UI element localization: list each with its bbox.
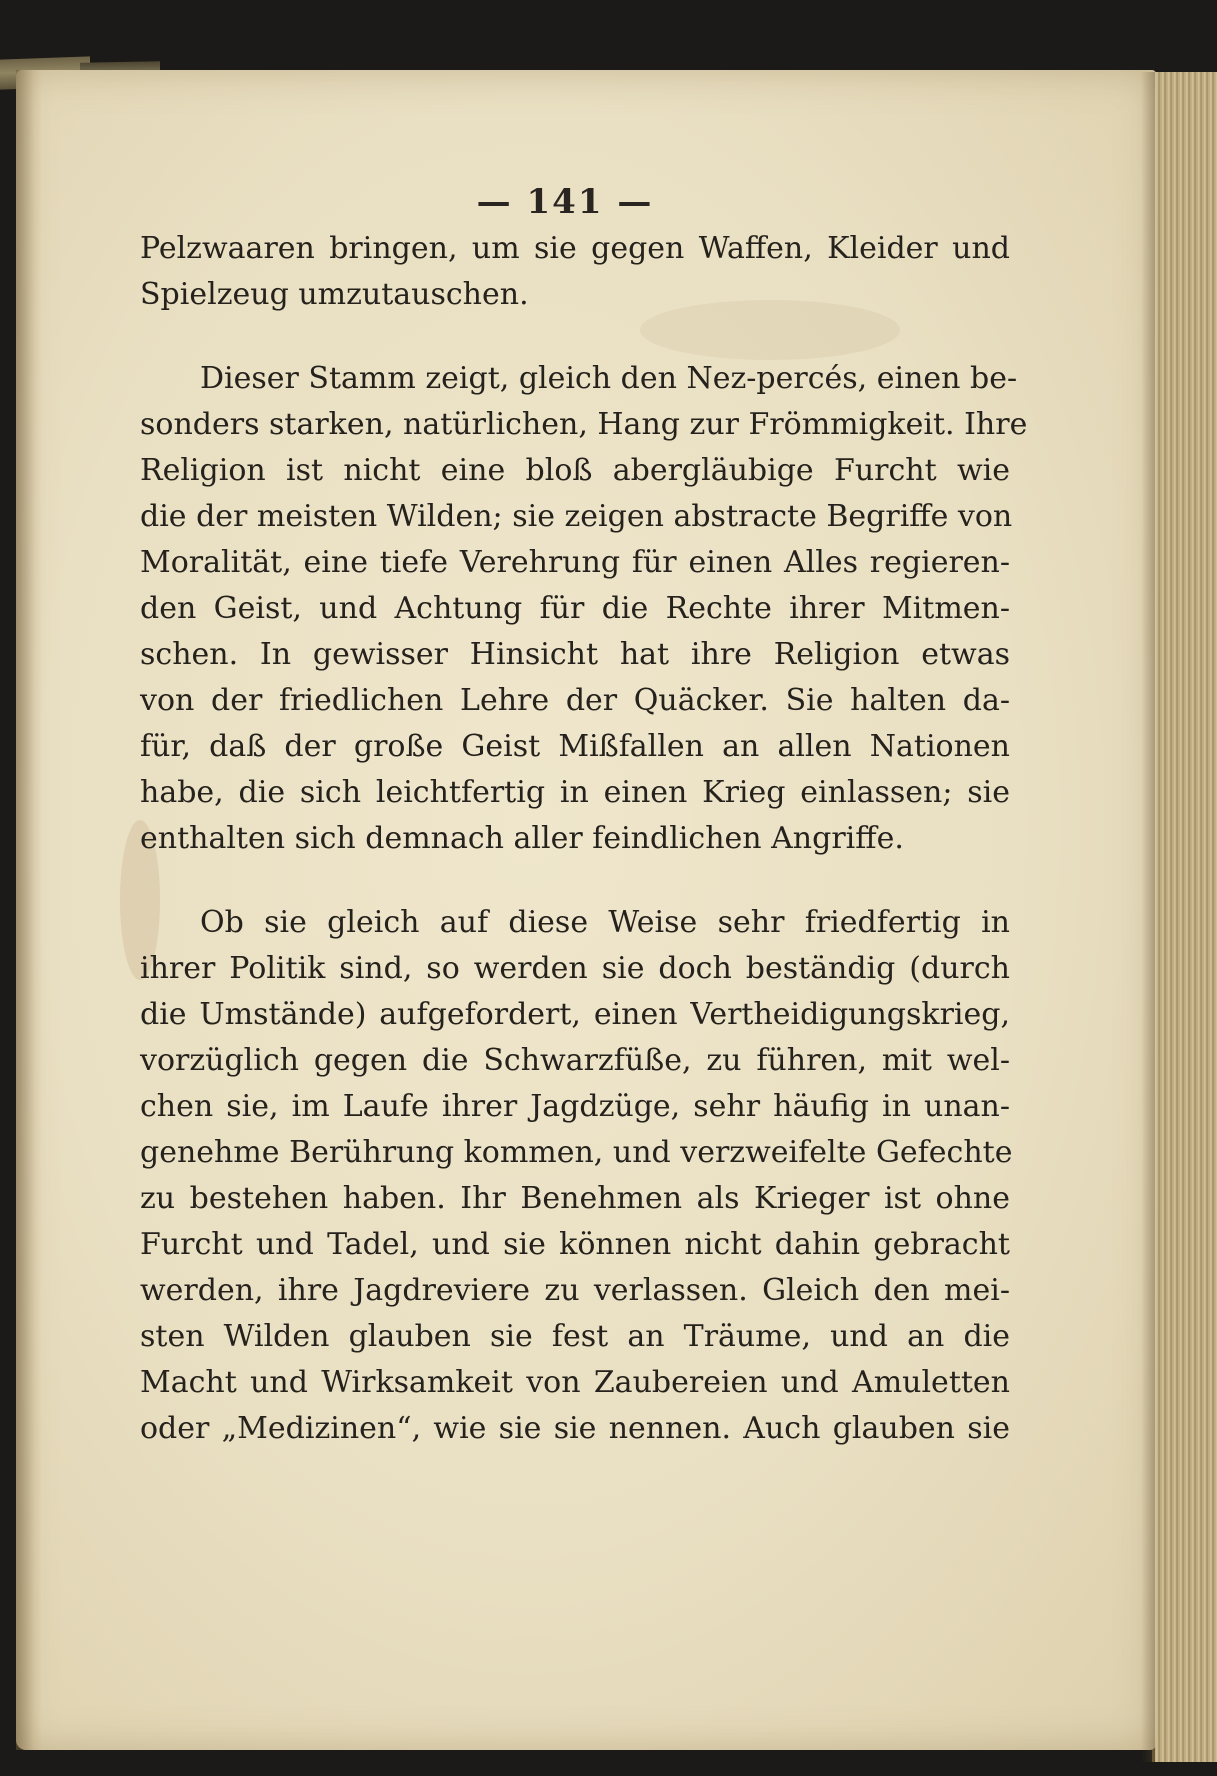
page-number: — 141 —	[476, 182, 654, 222]
text-line: Moralität, eine tiefe Verehrung für einen Alles regieren-	[140, 545, 1010, 580]
text-line: den Geist, und Achtung für die Rechte ihrer Mitmen-	[140, 591, 1010, 626]
text-line: für, daß der große Geist Mißfallen an allen Nationen	[140, 729, 1010, 764]
text-line: die Umstände) aufgefordert, einen Vertheidigungskrieg,	[140, 997, 1010, 1032]
text-line: Spielzeug umzutauschen.	[140, 277, 529, 312]
text-line: oder „Medizinen“, wie sie sie nennen. Auch glauben sie	[140, 1411, 1010, 1446]
text-line: Religion ist nicht eine bloß abergläubige Furcht wie	[140, 453, 1010, 488]
text-line: schen. In gewisser Hinsicht hat ihre Religion etwas	[140, 637, 1010, 672]
book-page-edges	[1152, 72, 1217, 1762]
text-line: Macht und Wirksamkeit von Zaubereien und Amuletten	[140, 1365, 1010, 1400]
page-edge-shadow	[1141, 72, 1155, 1762]
text-line: die der meisten Wilden; sie zeigen abstracte Begriffe von	[140, 499, 1013, 534]
page-body	[140, 226, 1028, 1452]
text-line: zu bestehen haben. Ihr Benehmen als Krieger ist ohne	[140, 1181, 1010, 1216]
text-line: sonders starken, natürlichen, Hang zur Frömmigkeit. Ihre	[140, 407, 1028, 442]
text-line: chen sie, im Laufe ihrer Jagdzüge, sehr häufig in unan-	[140, 1089, 1010, 1124]
text-line: Ob sie gleich auf diese Weise sehr friedfertig in	[200, 905, 1010, 940]
text-line: ihrer Politik sind, so werden sie doch beständig (durch	[140, 951, 1010, 986]
text-line: Dieser Stamm zeigt, gleich den Nez-percés, einen be-	[200, 361, 1018, 396]
text-line: vorzüglich gegen die Schwarzfüße, zu führen, mit wel-	[140, 1043, 1010, 1078]
text-line: von der friedlichen Lehre der Quäcker. Sie halten da-	[140, 683, 1010, 718]
text-line: werden, ihre Jagdreviere zu verlassen. Gleich den mei-	[140, 1273, 1010, 1308]
text-line: Pelzwaaren bringen, um sie gegen Waffen, Kleider und	[140, 231, 1010, 266]
page-gutter-shadow	[16, 70, 42, 1750]
text-line: genehme Berührung kommen, und verzweifelte Gefechte	[140, 1135, 1013, 1170]
text-line: Furcht und Tadel, und sie können nicht dahin gebracht	[140, 1227, 1010, 1262]
text-line: sten Wilden glauben sie fest an Träume, und an die	[140, 1319, 1010, 1354]
text-line: habe, die sich leichtfertig in einen Krieg einlassen; sie	[140, 775, 1010, 810]
text-line: enthalten sich demnach aller feindlichen Angriffe.	[140, 821, 904, 856]
